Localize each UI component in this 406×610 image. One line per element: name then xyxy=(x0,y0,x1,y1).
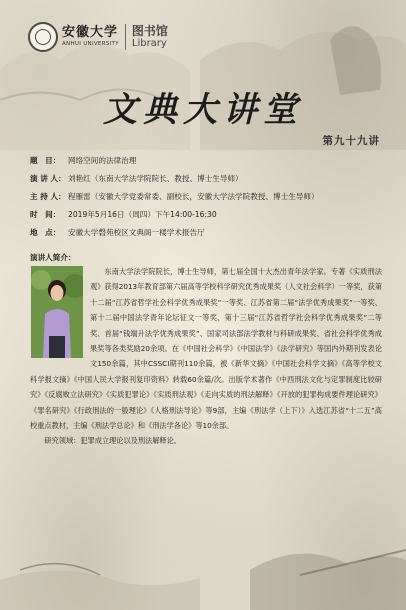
speaker-label: 演 讲 人： xyxy=(30,174,66,183)
university-seal-icon xyxy=(28,22,58,52)
time-value: 2019年5月16日（周四）下午14:00-16:30 xyxy=(68,210,217,219)
info-place xyxy=(30,224,390,242)
info-speaker xyxy=(30,170,390,188)
info-host xyxy=(30,188,390,206)
library-name-cn: 图书馆 xyxy=(131,24,168,38)
university-name xyxy=(62,26,119,48)
logo-divider xyxy=(125,24,126,50)
host-label: 主 持 人： xyxy=(30,192,66,201)
time-label: 时 间： xyxy=(30,210,61,219)
topic-value: 网络空间的法律治理 xyxy=(68,156,137,165)
logo-row xyxy=(28,22,168,52)
ink-landscape-bottom-decoration xyxy=(0,520,406,610)
info-time xyxy=(30,206,390,224)
library-name xyxy=(132,25,168,49)
university-name-cn: 安徽大学 xyxy=(62,25,119,41)
speaker-intro-heading: 演讲人简介： xyxy=(30,253,76,262)
bio-paragraph: 东南大学法学院院长，博士生导师，第七届全国十大杰出青年法学家。专著《实质刑法观》获得2013年教育部第六届高等学校科学研究优秀成果奖（人文社会科学）一等奖，获第十二届“江苏省哲学社会科学优秀成果奖”一等奖、江苏省第二届“法学优秀成果奖”一等奖、第十二届中国法学青年论坛征文一等奖、第十三届“江苏省哲学社会科学优秀成果奖”二等奖、首届“钱端升法学优秀成果奖”、国家司法部法学教材与科研成果奖、省社会科学优秀成果奖等各类奖励20余项。在《中国社会科学》《中国法学》《法学研究》等国内外期刊发表论文150余篇，其中CSSCI期刊110余篇，被《新华文摘》《中国社会科学文摘》《高等学校文科学报文摘》《中国人民大学报刊复印资料》转载60余篇/次。出版学术著作《中西刑法文化与定罪制度比较研究》《反腐败立法研究》《实质犯罪论》《实质刑法观》《走向实质的刑法解释》《开放的犯罪构成要件理论研究》《罪名研究》《行政刑法的一般理论》《人格刑法导论》等9部，主编《刑法学（上下）》入选江苏省“十二五”高校重点教材，主编《刑法学总论》和《刑法学各论》等10余部。 xyxy=(30,267,382,431)
issue-number: 第九十九讲 xyxy=(322,135,380,147)
place-value: 安徽大学磬苑校区文典阁一楼学术报告厅 xyxy=(68,228,205,237)
topic-label: 题 目： xyxy=(30,156,61,165)
university-name-en: ANHUI UNIVERSITY xyxy=(62,41,119,48)
host-value: 程雁雷（安徽大学党委常委、副校长，安徽大学法学院教授、博士生导师） xyxy=(68,192,319,201)
research-field: 研究领域：犯罪成立理论以及刑法解释论。 xyxy=(44,436,181,446)
lecture-series-title: 文典大讲堂 xyxy=(103,90,303,130)
info-topic xyxy=(30,152,390,170)
speaker-photo xyxy=(31,266,83,358)
place-label: 地 点： xyxy=(30,228,61,237)
library-name-en: Library xyxy=(131,38,167,49)
lecture-info xyxy=(30,152,390,242)
speaker-value: 刘艳红（东南大学法学院院长、教授、博士生导师） xyxy=(68,174,243,183)
